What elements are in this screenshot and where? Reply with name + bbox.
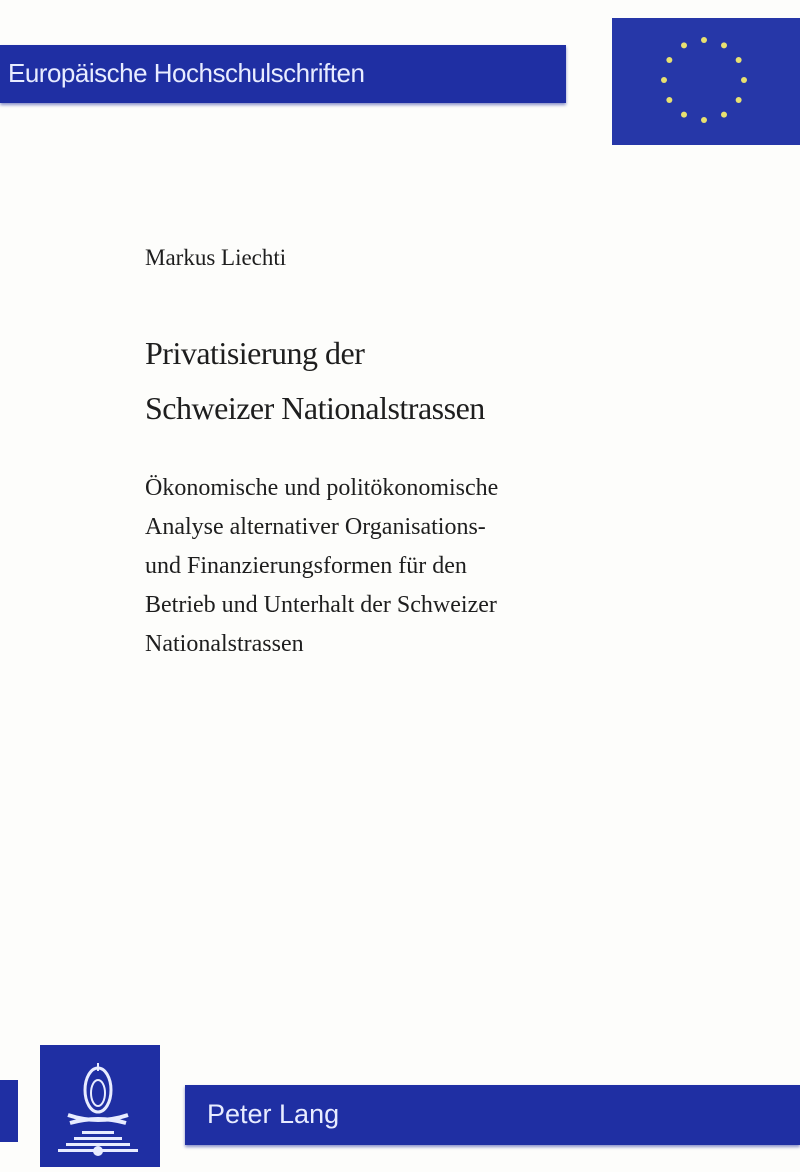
- star-icon: [741, 77, 747, 83]
- star-icon: [736, 97, 742, 103]
- star-icon: [736, 57, 742, 63]
- subtitle-line: Betrieb und Unterhalt der Schweizer: [145, 592, 497, 618]
- author: Markus Liechti: [145, 245, 287, 270]
- series-banner: [0, 45, 566, 103]
- star-icon: [721, 112, 727, 118]
- subtitle-line: Ökonomische und politökonomische: [145, 475, 499, 501]
- star-icon: [666, 57, 672, 63]
- publisher-name: Peter Lang: [207, 1099, 340, 1129]
- star-icon: [666, 97, 672, 103]
- star-icon: [701, 37, 707, 43]
- star-icon: [661, 77, 667, 83]
- title-line: Privatisierung der: [145, 335, 365, 371]
- decorative-block: [0, 1080, 18, 1142]
- star-icon: [701, 117, 707, 123]
- series-title: Europäische Hochschulschriften: [8, 58, 365, 88]
- publisher-logo-icon: [40, 1045, 160, 1167]
- subtitle-line: Analyse alternativer Organisations-: [145, 514, 486, 540]
- eu-flag-icon: [612, 18, 800, 145]
- star-icon: [681, 112, 687, 118]
- subtitle-line: und Finanzierungsformen für den: [145, 553, 467, 579]
- star-icon: [681, 42, 687, 48]
- star-icon: [721, 42, 727, 48]
- publisher-banner: [185, 1085, 800, 1145]
- subtitle-line: Nationalstrassen: [145, 631, 304, 657]
- title-line: Schweizer Nationalstrassen: [145, 390, 485, 426]
